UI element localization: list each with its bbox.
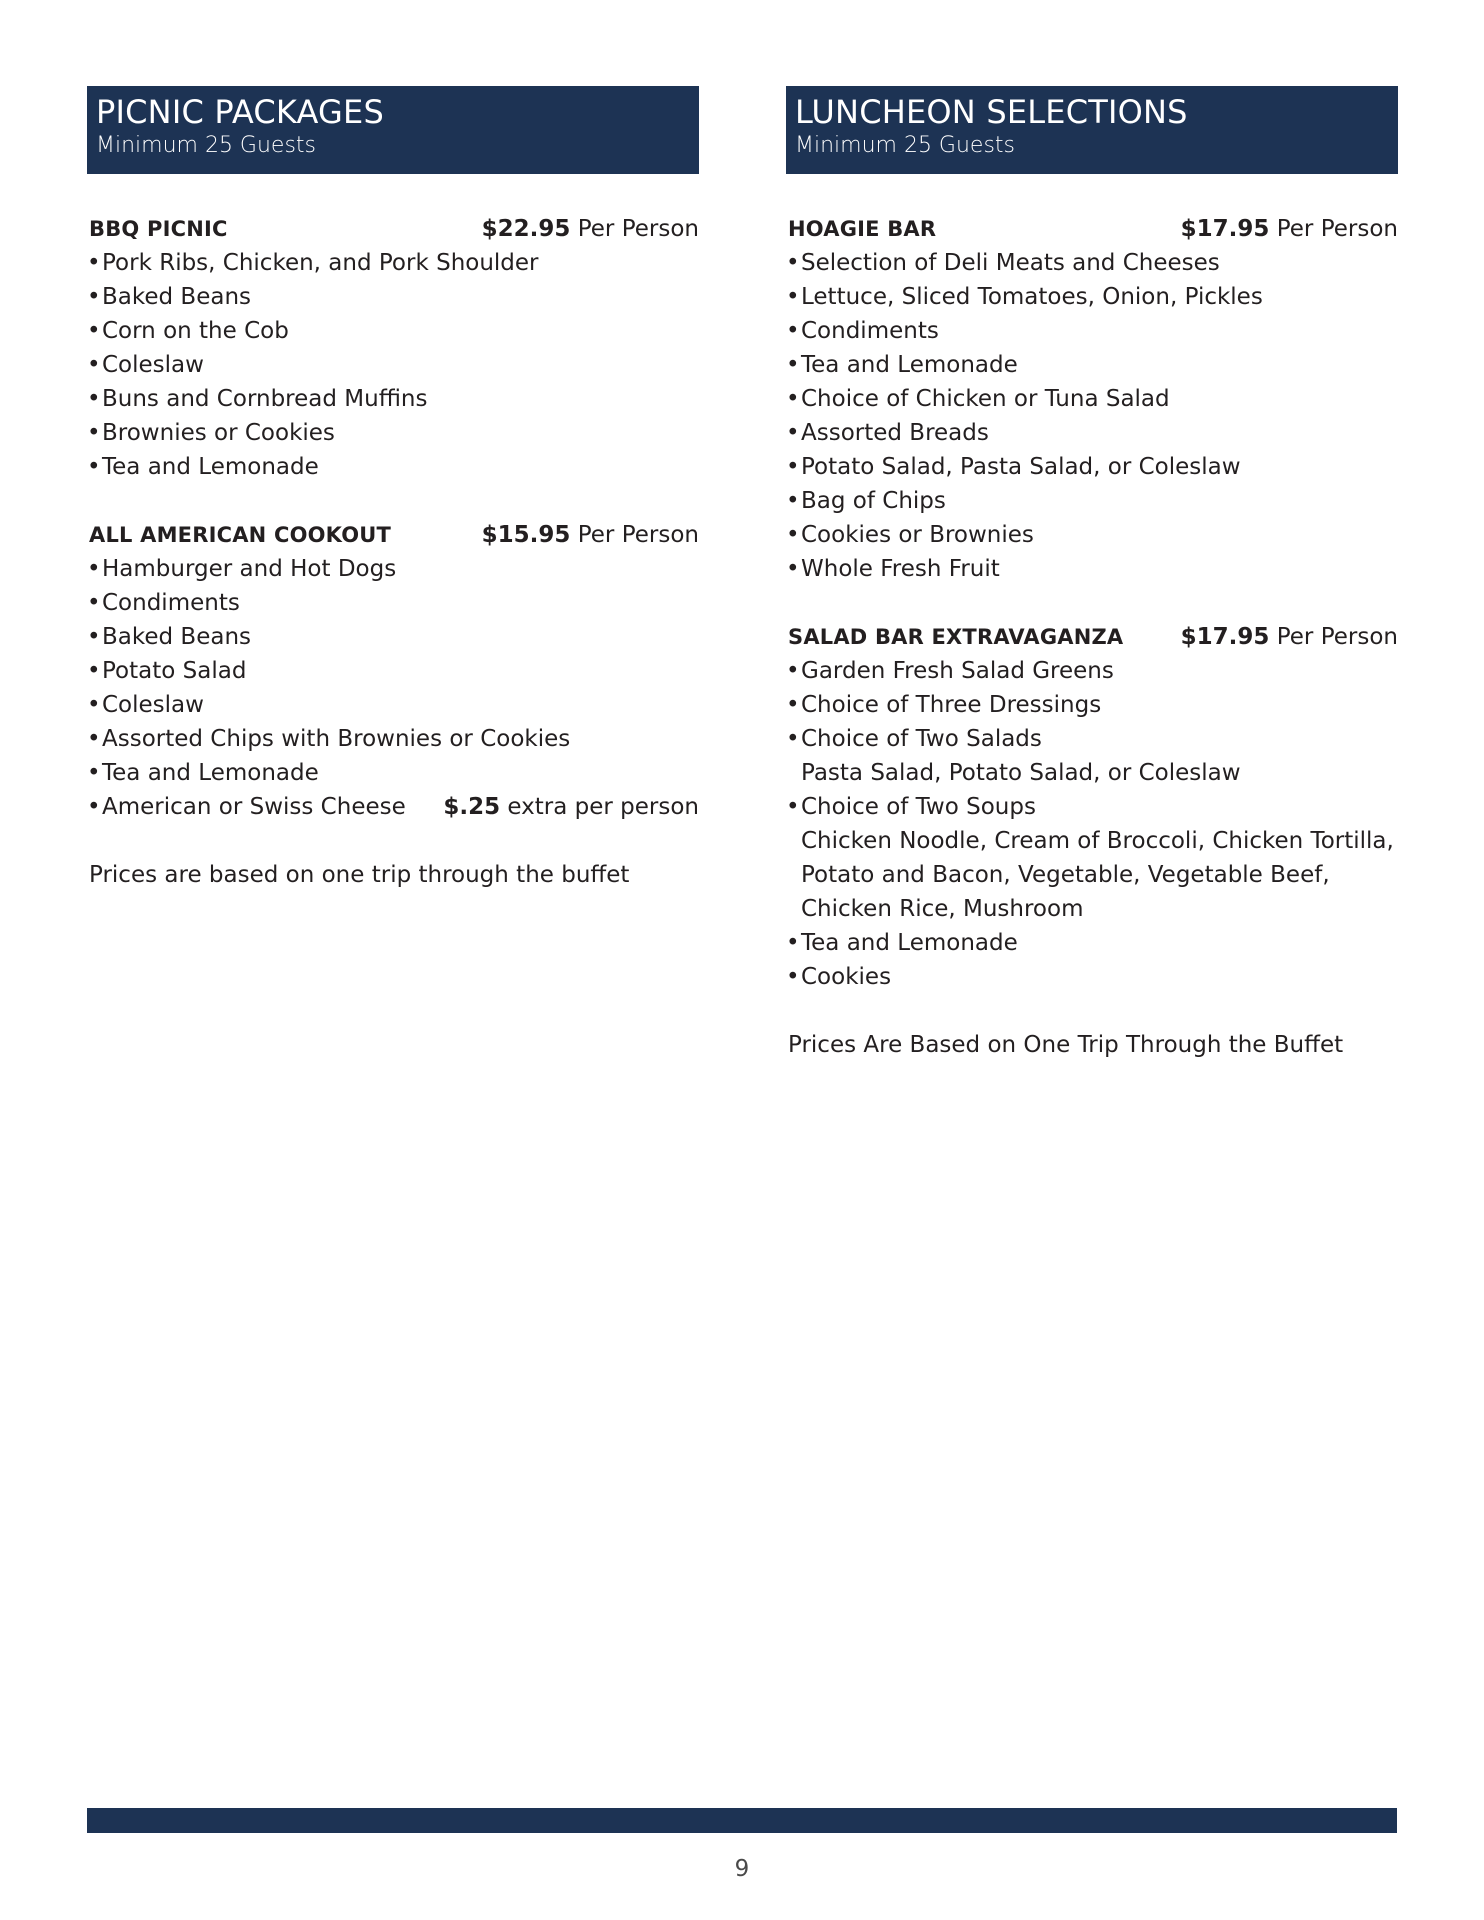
list-item: • Pork Ribs, Chicken, and Pork Shoulder — [87, 246, 699, 280]
package-name: SALAD BAR EXTRAVAGANZA — [788, 625, 1124, 649]
list-item: • Baked Beans — [87, 280, 699, 314]
package-price — [1181, 620, 1398, 654]
banner-subtitle: Minimum 25 Guests — [96, 133, 317, 158]
banner-title: LUNCHEON SELECTIONS — [795, 93, 1188, 131]
price-amount: $17.95 — [1180, 216, 1270, 242]
salad-bar-section — [786, 620, 1398, 994]
package-items — [786, 790, 1398, 824]
list-item: • Coleslaw — [87, 348, 699, 382]
list-item: • Potato Salad — [87, 654, 699, 688]
banner-title: PICNIC PACKAGES — [96, 93, 384, 131]
package-items — [87, 552, 699, 824]
list-item: • Bag of Chips — [786, 484, 1398, 518]
hoagie-bar-section — [786, 212, 1398, 586]
list-item: • Brownies or Cookies — [87, 416, 699, 450]
footer-bar — [87, 1808, 1397, 1833]
list-item: • Cookies — [786, 960, 1398, 994]
list-item: • Choice of Two Soups — [786, 790, 1398, 824]
luncheon-selections-banner — [786, 86, 1398, 174]
soups-detail-line: Chicken Noodle, Cream of Broccoli, Chicken Tortilla, — [801, 828, 1394, 854]
list-item: • Corn on the Cob — [87, 314, 699, 348]
banner-subtitle: Minimum 25 Guests — [795, 133, 1016, 158]
price-amount: $.25 — [443, 794, 501, 820]
list-item: • Potato Salad, Pasta Salad, or Coleslaw — [786, 450, 1398, 484]
price-unit: Per Person — [1276, 216, 1398, 242]
list-item: • Condiments — [87, 586, 699, 620]
package-header — [87, 518, 699, 552]
package-header — [786, 212, 1398, 246]
pricing-note: Prices Are Based on One Trip Through the Buffet — [788, 1032, 1344, 1058]
price-unit: extra per person — [507, 794, 699, 820]
package-items — [87, 246, 699, 484]
list-item: • Buns and Cornbread Muffins — [87, 382, 699, 416]
package-header — [786, 620, 1398, 654]
salads-detail: Pasta Salad, Potato Salad, or Coleslaw — [801, 760, 1241, 786]
soups-detail-line: Potato and Bacon, Vegetable, Vegetable Beef, — [801, 862, 1330, 888]
price-unit: Per Person — [1276, 624, 1398, 650]
package-price — [482, 212, 699, 246]
price-amount: $22.95 — [481, 216, 571, 242]
extra-price — [443, 790, 699, 824]
extra-item-name: • American or Swiss Cheese — [102, 794, 406, 820]
package-items — [786, 246, 1398, 586]
list-item: • Condiments — [786, 314, 1398, 348]
list-item: • Tea and Lemonade — [87, 756, 699, 790]
list-item: • Coleslaw — [87, 688, 699, 722]
picnic-packages-banner — [87, 86, 699, 174]
list-item: • Cookies or Brownies — [786, 518, 1398, 552]
package-name: HOAGIE BAR — [788, 217, 937, 241]
list-item: • Whole Fresh Fruit — [786, 552, 1398, 586]
package-price — [482, 518, 699, 552]
all-american-cookout-section — [87, 518, 699, 824]
package-header — [87, 212, 699, 246]
extra-cheese-item — [87, 790, 699, 824]
package-price — [1181, 212, 1398, 246]
list-item: • Garden Fresh Salad Greens — [786, 654, 1398, 688]
soups-detail-line: Chicken Rice, Mushroom — [801, 896, 1084, 922]
list-item: • Hamburger and Hot Dogs — [87, 552, 699, 586]
pricing-note: Prices are based on one trip through the buffet — [89, 862, 630, 888]
package-name: BBQ PICNIC — [89, 217, 228, 241]
price-amount: $15.95 — [481, 522, 571, 548]
package-name: ALL AMERICAN COOKOUT — [89, 523, 392, 547]
price-amount: $17.95 — [1180, 624, 1270, 650]
list-item: • Tea and Lemonade — [87, 450, 699, 484]
list-item: • Choice of Two Salads — [786, 722, 1398, 756]
bbq-picnic-section — [87, 212, 699, 484]
package-items — [786, 654, 1398, 756]
luncheon-selections-column — [786, 86, 1398, 1062]
page-number: 9 — [734, 1856, 750, 1882]
package-items — [786, 926, 1398, 994]
list-item: • Baked Beans — [87, 620, 699, 654]
list-item: • Tea and Lemonade — [786, 348, 1398, 382]
list-item: • Choice of Chicken or Tuna Salad — [786, 382, 1398, 416]
list-item: • Assorted Breads — [786, 416, 1398, 450]
price-unit: Per Person — [577, 216, 699, 242]
list-item: • Tea and Lemonade — [786, 926, 1398, 960]
list-item: • Assorted Chips with Brownies or Cookies — [87, 722, 699, 756]
price-unit: Per Person — [577, 522, 699, 548]
picnic-packages-column — [87, 86, 699, 892]
list-item: • Selection of Deli Meats and Cheeses — [786, 246, 1398, 280]
list-item: • Lettuce, Sliced Tomatoes, Onion, Pickles — [786, 280, 1398, 314]
list-item: • Choice of Three Dressings — [786, 688, 1398, 722]
